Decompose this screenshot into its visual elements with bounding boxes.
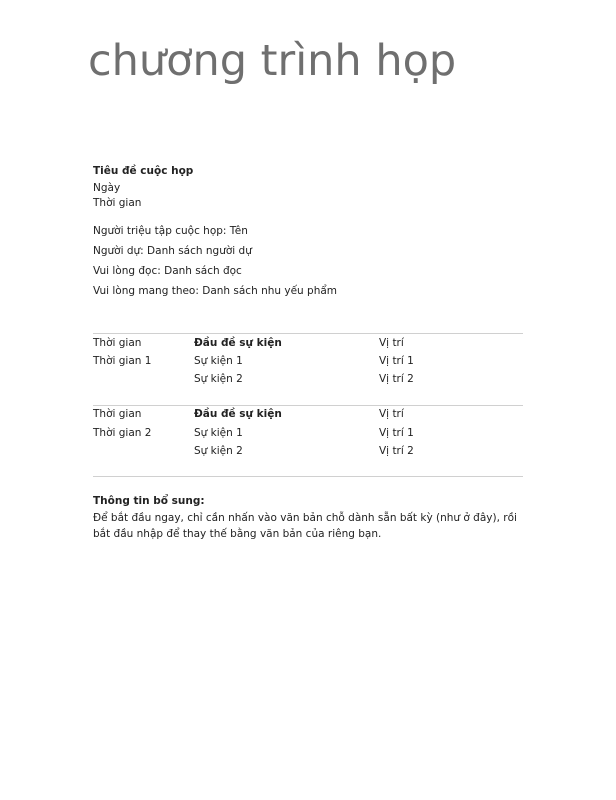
schedule-divider-top (93, 333, 523, 334)
schedule-event: Sự kiện 1 (194, 427, 243, 439)
schedule-location: Vị trí 1 (379, 427, 414, 439)
schedule-location: Vị trí 2 (379, 445, 414, 457)
schedule-header-event: Đầu đề sự kiện (194, 337, 282, 349)
schedule-time-label: Thời gian 1 (93, 355, 152, 367)
schedule-header-event: Đầu đề sự kiện (194, 408, 282, 420)
attendees-line: Người dự: Danh sách người dự (93, 245, 252, 257)
schedule-divider-middle (93, 405, 523, 406)
please-read-line: Vui lòng đọc: Danh sách đọc (93, 265, 242, 277)
schedule-divider-bottom (93, 476, 523, 477)
schedule-header-location: Vị trí (379, 408, 404, 420)
additional-info-body: Để bắt đầu ngay, chỉ cần nhấn vào văn bản chỗ dành sẵn bất kỳ (như ở đây), rồi bắt đầu nhập để thay thế bằng văn bản của riêng bạn. (93, 512, 517, 540)
additional-info-heading: Thông tin bổ sung: (93, 495, 205, 507)
page-title: chương trình họp (88, 36, 457, 86)
meeting-title: Tiêu đề cuộc họp (93, 165, 194, 177)
schedule-event: Sự kiện 2 (194, 445, 243, 457)
please-bring-line: Vui lòng mang theo: Danh sách nhu yếu phẩm (93, 285, 338, 297)
meeting-time: Thời gian (93, 197, 142, 209)
schedule-event: Sự kiện 1 (194, 355, 243, 367)
schedule-header-time: Thời gian (93, 408, 142, 420)
schedule-header-location: Vị trí (379, 337, 404, 349)
schedule-time-label: Thời gian 2 (93, 427, 152, 439)
schedule-location: Vị trí 1 (379, 355, 414, 367)
organizer-line: Người triệu tập cuộc họp: Tên (93, 225, 248, 237)
schedule-event: Sự kiện 2 (194, 373, 243, 385)
schedule-location: Vị trí 2 (379, 373, 414, 385)
meeting-date: Ngày (93, 182, 121, 194)
schedule-header-time: Thời gian (93, 337, 142, 349)
